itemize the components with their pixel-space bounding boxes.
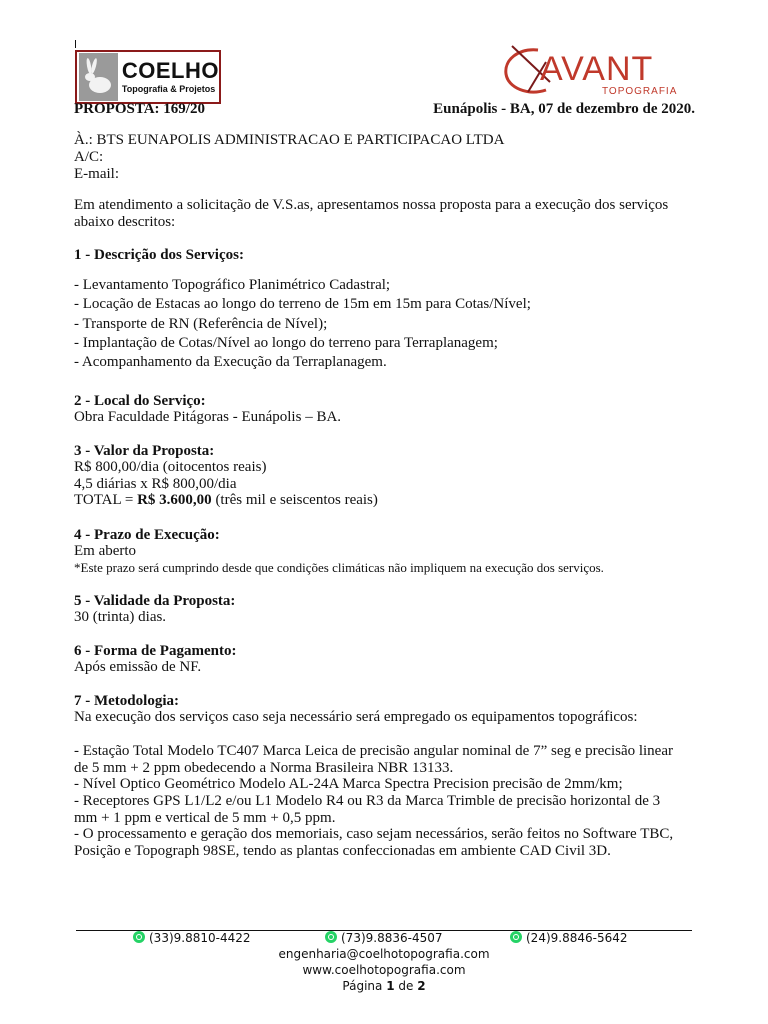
section4-note: *Este prazo será cumprindo desde que condições climáticas não impliquem na execução dos serviços.	[74, 560, 604, 575]
logo-left-tagline: Topografia & Projetos	[121, 84, 216, 94]
section7-intro: Na execução dos serviços caso seja necessário será empregado os equipamentos topográficos:	[74, 709, 638, 725]
intro-line-1: Em atendimento a solicitação de V.S.as, apresentamos nossa proposta para a execução dos serviços	[74, 197, 669, 213]
recipient-attention: A/C:	[74, 149, 104, 165]
section2-text: Obra Faculdade Pitágoras - Eunápolis – BA.	[74, 409, 342, 425]
service-item: - Transporte de RN (Referência de Nível);	[74, 316, 328, 332]
phone-1	[133, 931, 251, 945]
methodology-line: - O processamento e geração dos memoriais, caso sejam necessários, serão feitos no Software TBC,	[74, 826, 674, 842]
whatsapp-icon	[133, 931, 145, 943]
logo-right-name: AVANT	[540, 50, 654, 88]
page-mid: de	[394, 979, 418, 993]
phone-2	[325, 931, 443, 945]
section6-text: Após emissão de NF.	[74, 659, 202, 675]
logo-right-tagline: TOPOGRAFIA	[602, 86, 678, 97]
section2-title: 2 - Local do Serviço:	[74, 393, 206, 409]
section5-text: 30 (trinta) dias.	[74, 609, 167, 625]
proposal-number: PROPOSTA: 169/20	[74, 101, 205, 117]
coelho-logo	[75, 50, 221, 104]
page-current: 1	[386, 979, 395, 993]
footer-website: www.coelhotopografia.com	[302, 963, 466, 977]
avant-logo	[498, 42, 678, 100]
whatsapp-icon	[510, 931, 522, 943]
section6-title: 6 - Forma de Pagamento:	[74, 643, 237, 659]
intro-line-2: abaixo descritos:	[74, 214, 176, 230]
section1-title: 1 - Descrição dos Serviços:	[74, 247, 244, 263]
service-item: - Acompanhamento da Execução da Terraplanagem.	[74, 354, 387, 370]
page-prefix: Página	[342, 979, 387, 993]
whatsapp-icon	[325, 931, 337, 943]
methodology-line: mm + 1 ppm e vertical de 5 mm + 0,5 ppm.	[74, 810, 336, 826]
section4-title: 4 - Prazo de Execução:	[74, 527, 220, 543]
place-date: Eunápolis - BA, 07 de dezembro de 2020.	[433, 101, 695, 117]
section4-text: Em aberto	[74, 543, 137, 559]
recipient-email: E-mail:	[74, 166, 119, 182]
section5-title: 5 - Validade da Proposta:	[74, 593, 236, 609]
methodology-line: - Estação Total Modelo TC407 Marca Leica de precisão angular nominal de 7” seg e precisão linear	[74, 743, 673, 759]
phone-2-text: (73)9.8836-4507	[341, 931, 443, 945]
service-item: - Locação de Estacas ao longo do terreno de 15m em 15m para Cotas/Nível;	[74, 296, 531, 312]
phone-1-text: (33)9.8810-4422	[149, 931, 251, 945]
page-indicator	[0, 979, 768, 993]
total-line	[74, 492, 378, 508]
phone-3-text: (24)9.8846-5642	[526, 931, 628, 945]
total-words: (três mil e seiscentos reais)	[211, 492, 378, 508]
calc-text: 4,5 diárias x R$ 800,00/dia	[74, 476, 237, 492]
service-item: - Levantamento Topográfico Planimétrico Cadastral;	[74, 277, 391, 293]
margin-mark	[75, 40, 76, 48]
footer-email: engenharia@coelhotopografia.com	[278, 947, 490, 961]
rabbit-icon	[79, 53, 118, 101]
section7-title: 7 - Metodologia:	[74, 693, 179, 709]
logo-left-name: COELHO	[121, 58, 219, 83]
methodology-line: - Nível Optico Geométrico Modelo AL-24A Marca Spectra Precision precisão de 2mm/km;	[74, 776, 623, 792]
total-label: TOTAL =	[74, 492, 138, 508]
phone-3	[510, 931, 628, 945]
total-value: R$ 3.600,00	[137, 492, 212, 508]
methodology-line: de 5 mm + 2 ppm obedecendo a Norma Brasileira NBR 13133.	[74, 760, 454, 776]
section3-title: 3 - Valor da Proposta:	[74, 443, 215, 459]
methodology-line: - Receptores GPS L1/L2 e/ou L1 Modelo R4 ou R3 da Marca Trimble de precisão horizontal de 3	[74, 793, 661, 809]
service-item: - Implantação de Cotas/Nível ao longo do terreno para Terraplanagem;	[74, 335, 498, 351]
rate-text: R$ 800,00/dia (oitocentos reais)	[74, 459, 267, 475]
recipient-to: À.: BTS EUNAPOLIS ADMINISTRACAO E PARTICIPACAO LTDA	[74, 132, 505, 148]
methodology-line: Posição e Topograph 98SE, tendo as plantas confeccionadas em ambiente CAD Civil 3D.	[74, 843, 611, 859]
page-total: 2	[417, 979, 426, 993]
